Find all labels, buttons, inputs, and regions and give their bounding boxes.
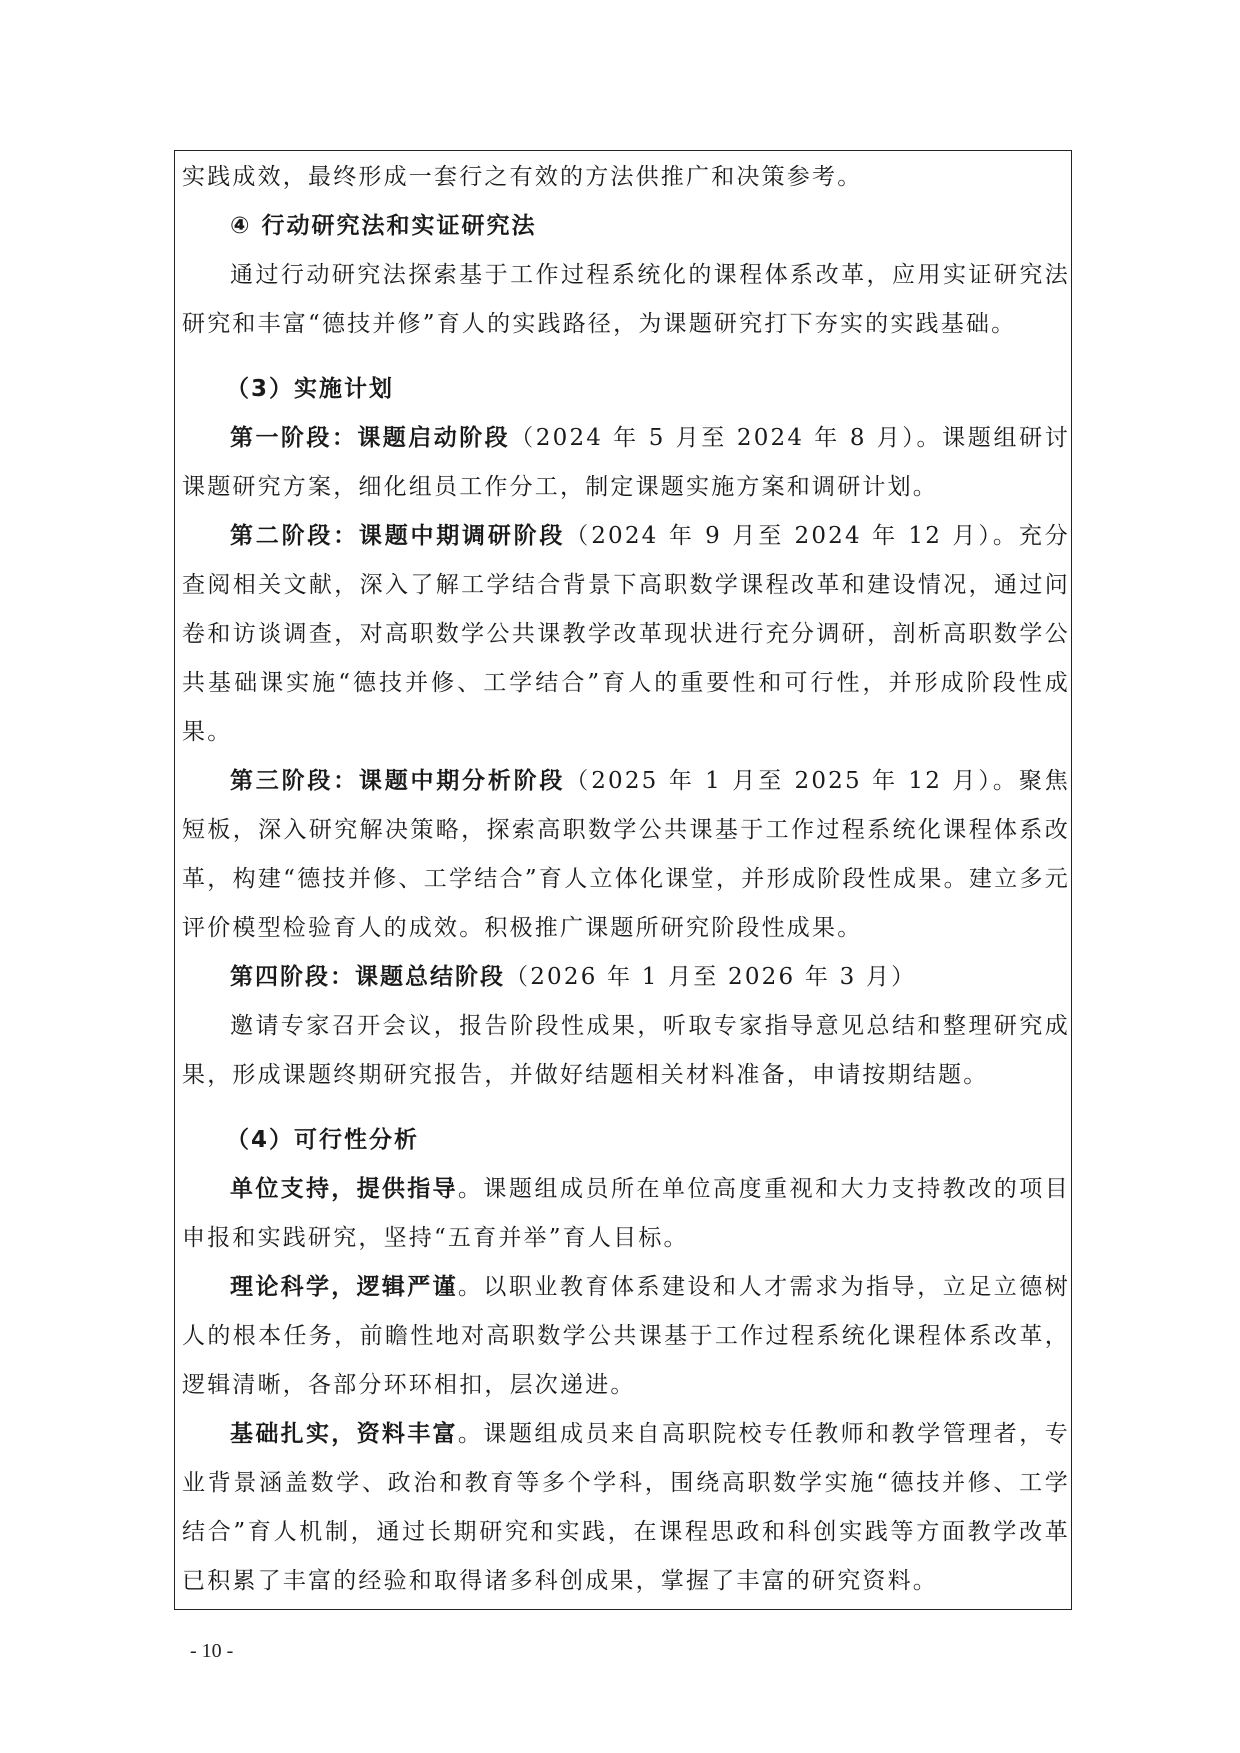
stage-3-title: 第三阶段：课题中期分析阶段 — [230, 768, 566, 794]
stage-3-text: （2025 年 1 月至 2025 年 12 月）。聚焦短板，深入研究解决策略，探索高职数学公共课基于工作过程系统化课程体系改革，构建“德技并修、工学结合”育人立体化课堂，并形成阶段性成果。建立多元评价模型检验育人的成效。积极推广课题所研究阶段性成果。 — [182, 768, 1070, 941]
feasibility-2-title: 理论科学，逻辑严谨 — [230, 1274, 458, 1300]
feasibility-2-text: 。以职业教育体系建设和人才需求为指导，立足立德树人的根本任务，前瞻性地对高职数学公共课基于工作过程系统化课程体系改革，逻辑清晰，各部分环环相扣，层次递进。 — [182, 1274, 1070, 1398]
feasibility-3-text: 。课题组成员来自高职院校专任教师和教学管理者，专业背景涵盖数学、政治和教育等多个学科，围绕高职数学实施“德技并修、工学结合”育人机制，通过长期研究和实践，在课程思政和科创实践等方面教学改革已积累了丰富的经验和取得诸多科创成果，掌握了丰富的研究资料。 — [182, 1421, 1070, 1594]
stage-1-paragraph — [182, 414, 1070, 512]
stage-3-paragraph — [182, 757, 1070, 953]
feasibility-1-paragraph — [182, 1165, 1070, 1263]
feasibility-3-paragraph — [182, 1410, 1070, 1606]
feasibility-2-paragraph — [182, 1263, 1070, 1410]
stage-2-text: （2024 年 9 月至 2024 年 12 月）。充分查阅相关文献，深入了解工学结合背景下高职数学课程改革和建设情况，通过问卷和访谈调查，对高职数学公共课教学改革现状进行充分调研，剖析高职数学公共基础课实施“德技并修、工学结合”育人的重要性和可行性，并形成阶段性成果。 — [182, 523, 1070, 745]
stage-4-text: （2026 年 1 月至 2026 年 3 月） — [505, 964, 917, 990]
method-4-paragraph: 通过行动研究法探索基于工作过程系统化的课程体系改革，应用实证研究法研究和丰富“德技并修”育人的实践路径，为课题研究打下夯实的实践基础。 — [182, 262, 1070, 337]
stage-1-title: 第一阶段：课题启动阶段 — [230, 425, 511, 451]
feasibility-1-title: 单位支持，提供指导 — [230, 1176, 458, 1202]
plan-heading: （3）实施计划 — [226, 376, 395, 402]
paragraph-continuation: 实践成效，最终形成一套行之有效的方法供推广和决策参考。 — [182, 164, 863, 190]
method-4-heading: ④ 行动研究法和实证研究法 — [230, 213, 537, 239]
stage-4-title: 第四阶段：课题总结阶段 — [230, 964, 505, 990]
stage-4-detail: 邀请专家召开会议，报告阶段性成果，听取专家指导意见总结和整理研究成果，形成课题终期研究报告，并做好结题相关材料准备，申请按期结题。 — [182, 1013, 1070, 1088]
feasibility-1-text: 。课题组成员所在单位高度重视和大力支持教改的项目申报和实践研究，坚持“五育并举”育人目标。 — [182, 1176, 1070, 1251]
stage-4-paragraph — [182, 953, 1070, 1002]
stage-2-title: 第二阶段：课题中期调研阶段 — [230, 523, 566, 549]
stage-1-text: （2024 年 5 月至 2024 年 8 月）。课题组研讨课题研究方案，细化组员工作分工，制定课题实施方案和调研计划。 — [182, 425, 1071, 500]
page-number: - 10 - — [190, 1640, 234, 1662]
feasibility-3-title: 基础扎实，资料丰富 — [230, 1421, 458, 1447]
cell-content — [182, 153, 1070, 1606]
feasibility-heading: （4）可行性分析 — [226, 1127, 420, 1153]
stage-2-paragraph — [182, 512, 1070, 757]
